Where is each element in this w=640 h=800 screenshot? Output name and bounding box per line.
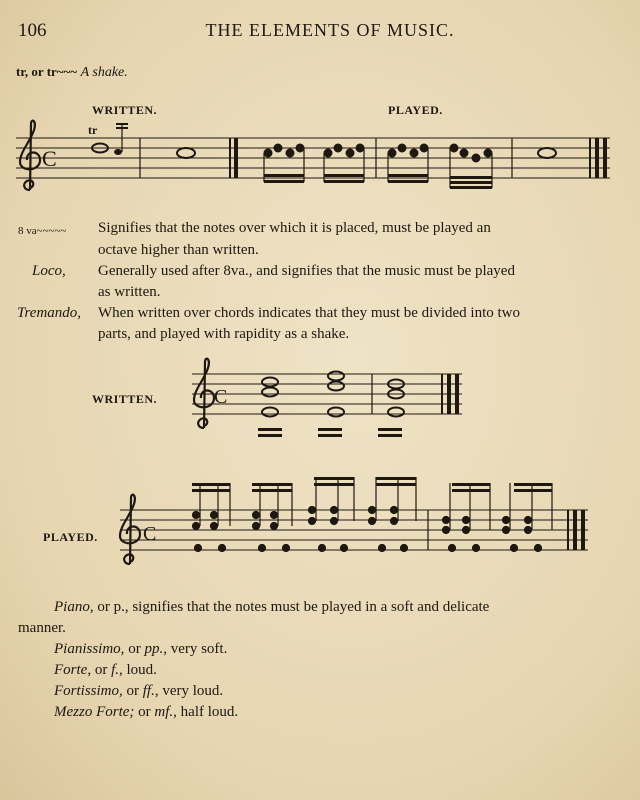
example2-written-label: WRITTEN.	[92, 392, 158, 406]
dynamic-item: Forte, or f., loud.	[54, 662, 157, 678]
tremolo-group-6	[502, 483, 552, 552]
piano-term: Piano,	[54, 599, 94, 615]
shake-symbols: tr, or tr~~~	[16, 64, 78, 79]
definition-loco-line2: as written.	[98, 284, 161, 300]
common-time-icon: C	[143, 523, 157, 545]
page-number: 106	[18, 20, 47, 41]
piano-text: signifies that the notes must be played in a soft and delicate	[132, 599, 490, 615]
definition-8va-line1: Signifies that the notes over which it is placed, must be played an	[98, 220, 491, 236]
tremolo-group-1	[192, 483, 230, 552]
definition-tremando-line2: parts, and played with rapidity as a shake.	[98, 326, 350, 342]
example1-written-label: WRITTEN.	[92, 103, 158, 117]
common-time-icon: C	[214, 386, 228, 408]
definition-8va-line2: octave higher than written.	[98, 242, 259, 258]
definition-loco-line1: Generally used after 8va., and signifies that the music must be played	[98, 263, 515, 279]
definition-tremando-line1: When written over chords indicates that they must be divided into two	[98, 305, 520, 321]
running-title: THE ELEMENTS OF MUSIC.	[205, 20, 455, 40]
treble-clef-icon	[120, 495, 140, 564]
definition-term-tremando: Tremando,	[17, 305, 82, 321]
tremolo-group-5	[442, 483, 490, 552]
definition-term-loco: Loco,	[32, 263, 66, 279]
piano-abbr: p.	[113, 599, 125, 615]
dynamics-list	[54, 639, 238, 723]
svg-text:tr: tr	[88, 123, 98, 137]
example2-played-label: PLAYED.	[43, 530, 98, 544]
example1-played-label: PLAYED.	[388, 103, 443, 117]
common-time-icon: C	[42, 146, 57, 171]
dynamic-item: Pianissimo, or pp., very soft.	[54, 641, 228, 657]
piano-definition-line2: manner.	[18, 620, 66, 636]
dynamic-item: Fortissimo, or ff., very loud.	[54, 683, 224, 699]
piano-definition-line1: Piano, or p., signifies that the notes must be played in a soft and delicate	[54, 599, 490, 615]
dynamic-item: Mezzo Forte; or mf., half loud.	[54, 704, 239, 720]
definition-term-8va: 8 va~~~~~	[18, 225, 67, 237]
shake-text: A shake.	[80, 65, 128, 80]
tremolo-group-2	[252, 483, 292, 552]
